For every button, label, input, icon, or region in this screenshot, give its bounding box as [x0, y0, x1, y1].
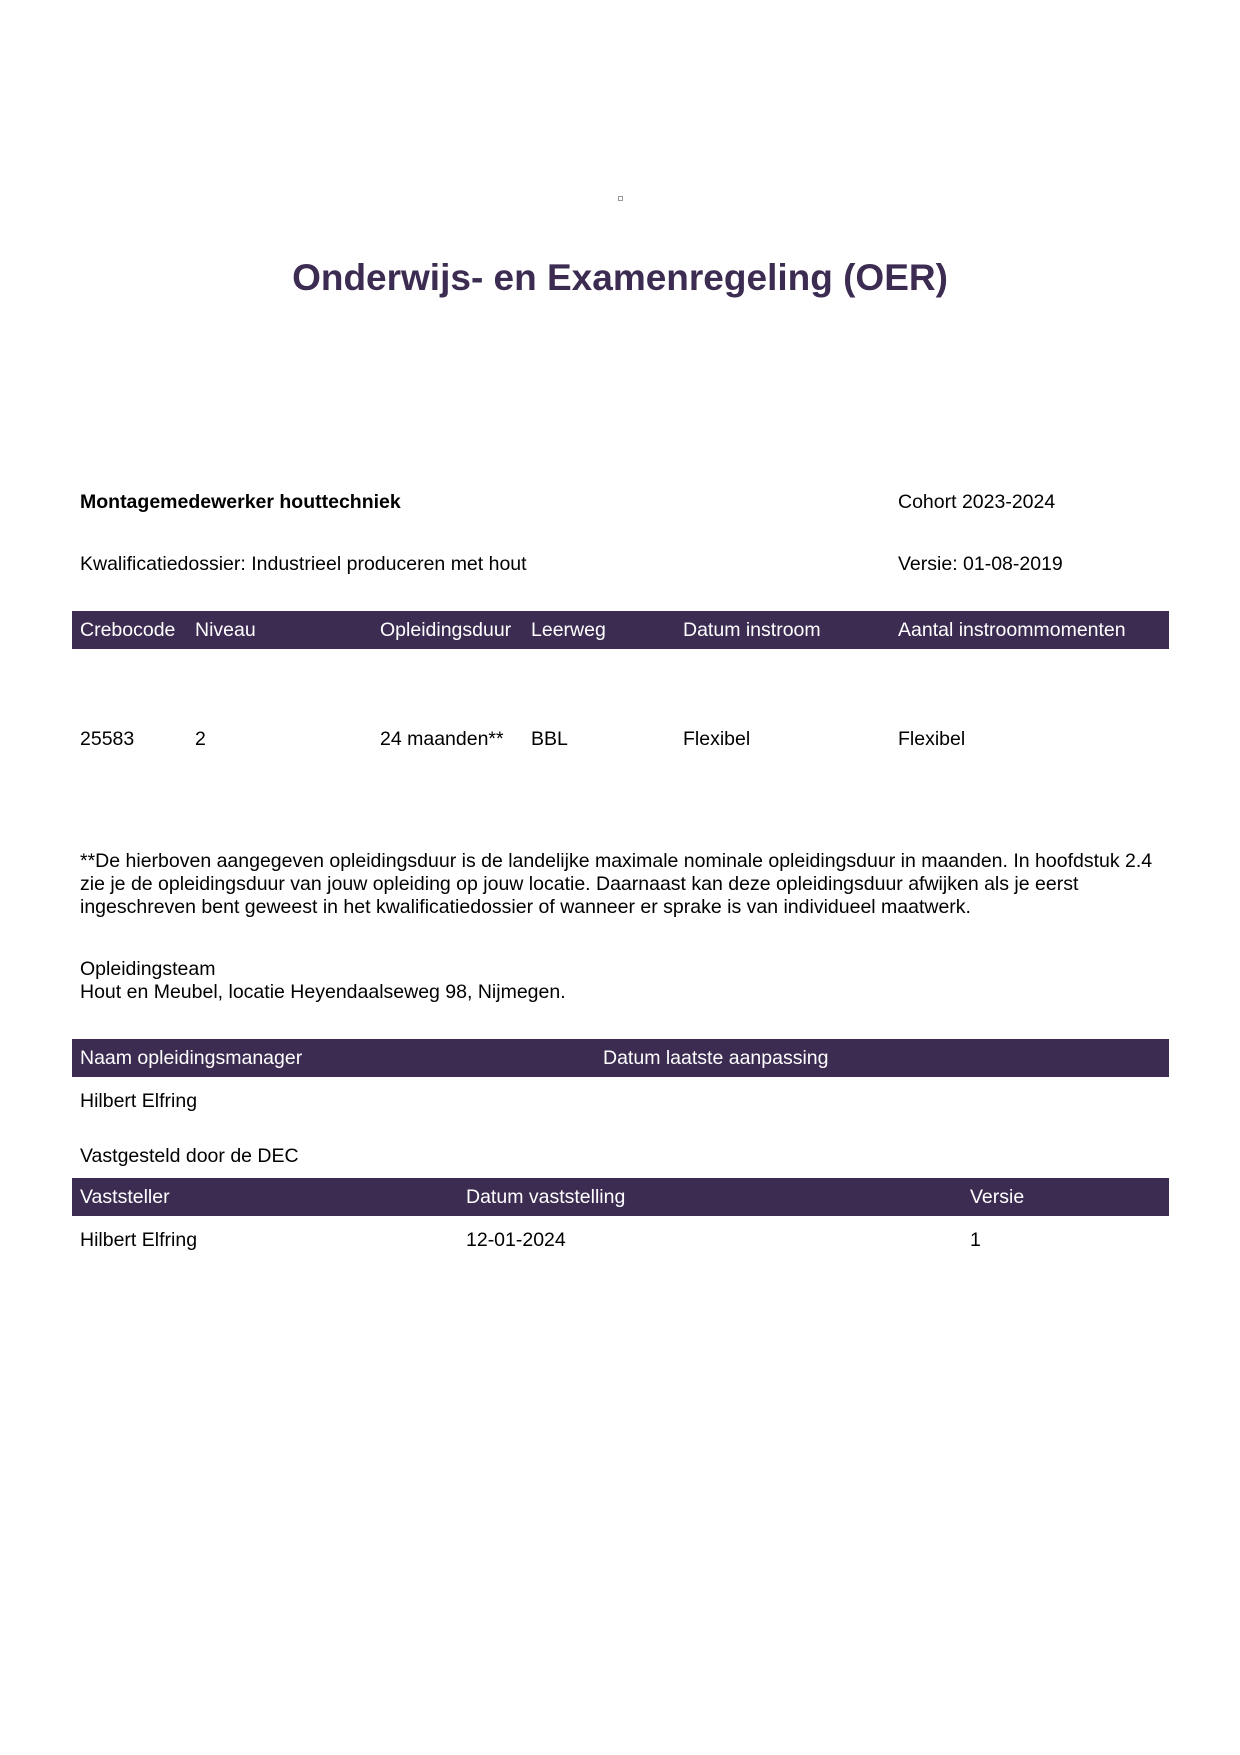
cell-niveau: 2 [195, 728, 206, 750]
placeholder-marker-icon [618, 196, 623, 201]
team-block [80, 958, 566, 1004]
program-name: Montagemedewerker houttechniek [80, 491, 401, 513]
col-header-niveau: Niveau [195, 619, 256, 641]
cell-vaststeller: Hilbert Elfring [80, 1229, 198, 1251]
cell-opleidingsduur: 24 maanden** [380, 728, 504, 750]
page-title: Onderwijs- en Examenregeling (OER) [292, 257, 948, 298]
col-header-crebocode: Crebocode [80, 619, 176, 641]
cohort-label: Cohort 2023-2024 [898, 491, 1056, 513]
established-label: Vastgesteld door de DEC [80, 1145, 299, 1167]
col-header-versie: Versie [970, 1186, 1025, 1208]
version-label: Versie: 01-08-2019 [898, 553, 1063, 575]
cell-datum-vaststelling: 12-01-2024 [466, 1229, 566, 1251]
col-header-opleidingsduur: Opleidingsduur [380, 619, 512, 641]
col-header-naam-opleidingsmanager: Naam opleidingsmanager [80, 1047, 303, 1069]
program-table-header [72, 611, 1169, 649]
cell-aantal-instroommomenten: Flexibel [898, 728, 966, 750]
cell-leerweg: BBL [531, 728, 568, 750]
team-location: Hout en Meubel, locatie Heyendaalseweg 98, Nijmegen. [80, 981, 566, 1003]
col-header-datum-vaststelling: Datum vaststelling [466, 1186, 626, 1208]
qualification-file: Kwalificatiedossier: Industrieel produceren met hout [80, 553, 527, 575]
established-table-header [72, 1178, 1169, 1216]
footnote: **De hierboven aangegeven opleidingsduur is de landelijke maximale nominale opleidingsduur in maanden. In hoofdstuk 2.4 zie je de opleidingsduur van jouw opleiding op jouw locatie. Daarnaast kan deze opleidingsduur afwijken als je eerst ingeschreven bent geweest in het kwalificatiedossier of wanneer er sprake is van individueel maatwerk. [80, 850, 1153, 918]
cell-manager-name: Hilbert Elfring [80, 1090, 198, 1112]
cell-crebocode: 25583 [80, 728, 135, 750]
cell-datum-instroom: Flexibel [683, 728, 751, 750]
col-header-datum-laatste-aanpassing: Datum laatste aanpassing [603, 1047, 829, 1069]
manager-table-header [72, 1039, 1169, 1077]
col-header-datum-instroom: Datum instroom [683, 619, 821, 641]
team-label: Opleidingsteam [80, 958, 216, 980]
col-header-vaststeller: Vaststeller [80, 1186, 170, 1208]
cell-versie: 1 [970, 1229, 981, 1251]
col-header-aantal-instroommomenten: Aantal instroommomenten [898, 619, 1126, 641]
col-header-leerweg: Leerweg [531, 619, 606, 641]
